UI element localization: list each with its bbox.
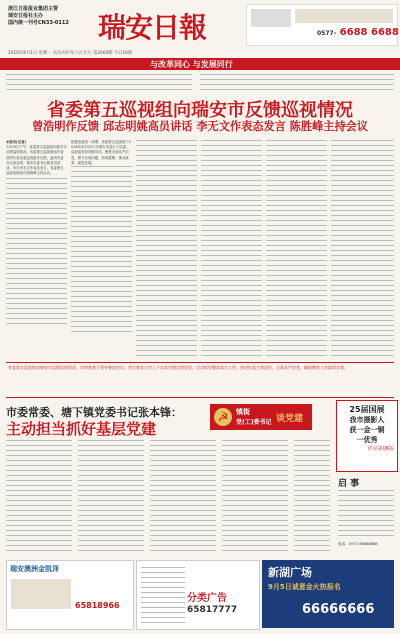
sidebar-headline: 25届国展 [349, 405, 385, 414]
masthead [0, 0, 400, 58]
masthead-band [0, 58, 400, 70]
band-slogan: 与改革同心 与发展同行 [150, 60, 233, 69]
masthead-info-line: 浙江日报报业集团主管 [8, 6, 59, 12]
sidebar-feature [336, 400, 398, 472]
party-building-banner [210, 404, 312, 430]
article-text-lines [6, 178, 67, 328]
ad-image [11, 579, 71, 609]
ad-block-right [262, 560, 394, 628]
article-text-lines [78, 440, 144, 552]
headline-strip [0, 72, 400, 92]
article-text-lines [136, 140, 197, 358]
ad-phone-prefix: 0577- [317, 30, 337, 37]
ad-phone: 65818966 [75, 601, 120, 610]
ad-block-middle [136, 560, 260, 630]
sidebar-contact: 电话：0577-66688888 [338, 542, 378, 546]
sidebar-line: 获一金一铜 [349, 426, 385, 434]
teaser-left [6, 74, 192, 90]
byline: 本报讯(记者) [6, 140, 27, 144]
banner-text-bottom: 党(工)委书记 [236, 419, 272, 426]
article-column [266, 140, 327, 360]
masthead-date: 2016年8月1日 星期一 农历丙申年六月廿九 第2669期 今日16版 [8, 51, 133, 56]
masthead-info-line: 国内统一刊号CN33-0112 [8, 20, 69, 26]
ad-title: 新湖广场 [268, 566, 312, 579]
banner-label: 谈党建 [276, 414, 304, 424]
story2-headline: 市委常委、塘下镇党委书记张本锋： [6, 406, 182, 419]
article-text-lines [294, 440, 330, 552]
story2-subheadline: 主动担当抓好基层党建 [6, 420, 157, 438]
lead-subhead: 曾浩明作反馈 邱志明姚高员讲话 李无文作表态发言 陈胜峰主持会议 [31, 120, 369, 133]
notice-box [6, 362, 394, 398]
story2-column [150, 440, 216, 552]
teaser-right [200, 74, 394, 90]
story2-column [78, 440, 144, 552]
article-text-lines [150, 440, 216, 552]
article-text-lines [331, 140, 394, 358]
masthead-ad [246, 4, 398, 46]
notice-text: 省委第五巡视组向瑞安市反馈巡视情况，市四套班子领导参加会议，会议要求全市上下认真对照反馈意见，切实抓好整改落实工作，坚决扛起主体责任，全面从严治党，确保整改工作取得实效。 [8, 365, 348, 370]
story2-column [6, 440, 72, 552]
article-body: 7月29日下午，省委第五巡视组向瑞安市反馈巡视情况。省委第五巡视组组长曾浩明代表省委巡视组作反馈，温州市委书记邱志明、瑞安市委书记姚高员讲话，市长李无文作表态发言，省委第五巡视组副组长陈胜峰主持会议。 [6, 145, 67, 176]
article-column [331, 140, 394, 360]
article-text-lines [6, 440, 72, 552]
ad-image [251, 9, 291, 27]
article-column [201, 140, 262, 360]
banner-text-top: 镇街 [236, 408, 250, 416]
masthead-info-line: 瑞安日报社主办 [8, 13, 44, 19]
ad-text-lines [141, 567, 185, 623]
article-column [6, 140, 67, 360]
ad-phone: 66666666 [302, 602, 375, 617]
sidebar-line: 一优秀 [356, 436, 378, 444]
ad-title: 瑞安澳洲金凯泽 [10, 565, 59, 573]
article-text-lines [71, 166, 132, 336]
article-text-lines [222, 440, 288, 552]
teaser-text-lines [200, 74, 394, 90]
masthead-info [8, 6, 78, 27]
masthead-ad-number: 0577- 6688 6688 [317, 27, 399, 38]
ad-title: 分类广告 [187, 593, 227, 604]
ad-phone: 65817777 [187, 605, 238, 615]
newspaper-logo: 瑞安日報 [98, 11, 207, 44]
article-body: 根据省委统一部署，省委第五巡视组于2016年4月至5月对瑞安市进行了巡视。巡视组坚持问题导向，聚焦全面从严治党，着力发现问题、形成震慑，推动改革、促进发展。 [71, 140, 131, 165]
article-text-lines [266, 140, 327, 358]
article-column [136, 140, 197, 360]
sidebar-page-ref: 详见第06版 [367, 446, 394, 452]
article-text-lines [201, 140, 262, 358]
sidebar-notice-body [338, 490, 394, 540]
story2-column [222, 440, 288, 552]
teaser-text-lines [6, 74, 192, 90]
lead-headline: 省委第五巡视组向瑞安市反馈巡视情况 [47, 100, 353, 121]
ad-banner [295, 9, 393, 23]
sidebar-line: 我市摄影人 [349, 416, 385, 424]
article-column [71, 140, 132, 360]
article-text-lines [338, 490, 394, 540]
ad-block-left [6, 560, 134, 630]
sidebar-notice-title: 启 事 [338, 479, 360, 489]
party-emblem-icon: ☭ [214, 408, 232, 426]
story2-column [294, 440, 330, 552]
ad-subtitle: 9月5日诚意金火热报名 [268, 583, 341, 591]
